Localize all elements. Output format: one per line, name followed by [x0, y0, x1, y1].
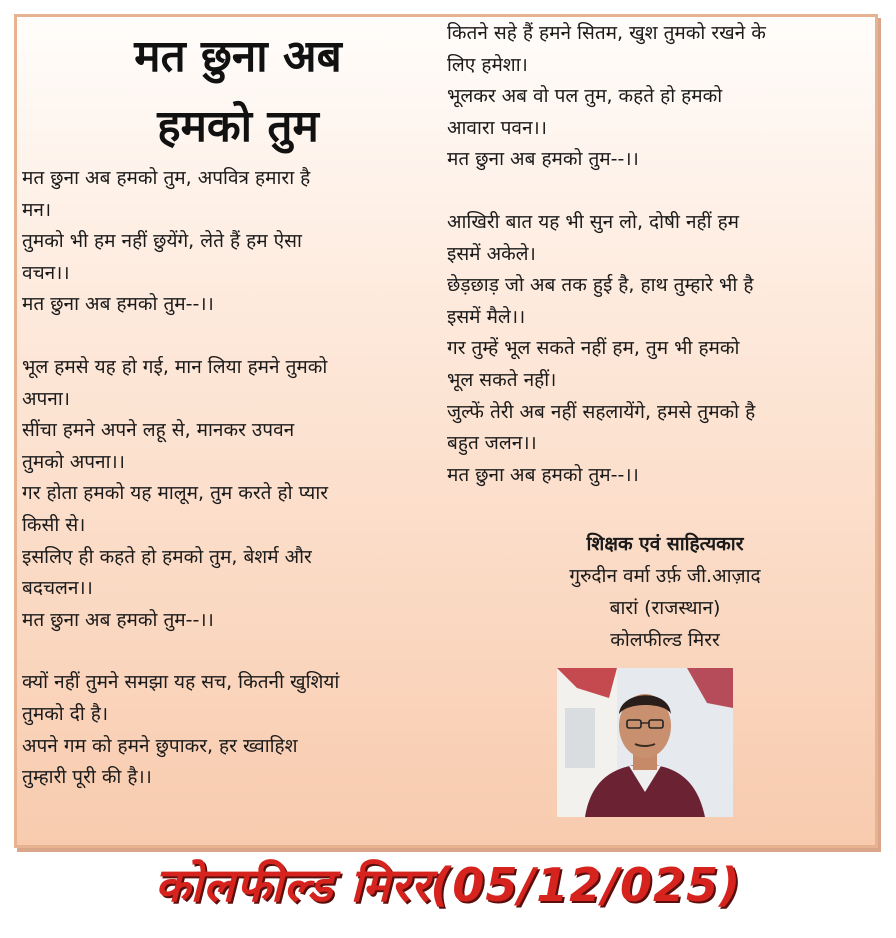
poem-line: आवारा पवन।।: [447, 116, 547, 139]
author-role: शिक्षक एवं साहित्यकार: [586, 533, 744, 555]
poem-line: मन।: [22, 198, 52, 221]
poem-line: आखिरी बात यह भी सुन लो, दोषी नहीं हम: [447, 210, 740, 233]
poem-line: मत छुना अब हमको तुम--।।: [447, 463, 639, 486]
poem-line: गर तुम्हें भूल सकते नहीं हम, तुम भी हमको: [447, 337, 740, 360]
stanza-gap: [22, 321, 432, 352]
poem-line: बदचलन।।: [22, 577, 93, 600]
poem-line: क्यों नहीं तुमने समझा यह सच, कितनी खुशियां: [22, 671, 340, 694]
poem-line: लिए हमेशा।: [447, 53, 528, 76]
poem-line: अपना।: [22, 387, 70, 410]
author-photo: [557, 668, 733, 817]
poem-line: किसी से।: [22, 513, 86, 536]
poem-line: इसमें अकेले।: [447, 242, 536, 265]
poem-line: छेड़छाड़ जो अब तक हुई है, हाथ तुम्हारे भी है: [447, 274, 754, 297]
poem-line: मत छुना अब हमको तुम--।।: [447, 148, 639, 171]
poem-line: कितने सहे हैं हमने सितम, खुश तुमको रखने के: [447, 22, 766, 44]
footer-banner: कोलफील्ड मिरर(05/12/025): [154, 858, 742, 912]
poem-line: इसलिए ही कहते हो हमको तुम, बेशर्म और: [22, 545, 312, 568]
stanza-gap: [447, 176, 857, 207]
poem-line: मत छुना अब हमको तुम, अपवित्र हमारा है: [22, 167, 311, 189]
poem-line: तुमको दी है।: [22, 702, 109, 725]
poem-line: मत छुना अब हमको तुम--।।: [22, 608, 214, 631]
publication-name: कोलफील्ड मिरर: [610, 629, 720, 651]
title-line-2: हमको तुम: [157, 101, 319, 152]
poem-line: तुम्हारी पूरी की है।।: [22, 766, 152, 789]
stanza-gap: [22, 636, 432, 667]
author-portrait-image: [557, 668, 733, 817]
poem-right-column: [447, 18, 857, 491]
poem-line: गर होता हमको यह मालूम, तुम करते हो प्यार: [22, 482, 329, 505]
poem-title: [28, 22, 448, 162]
author-signature: [500, 528, 830, 656]
poem-line: जुल्फें तेरी अब नहीं सहलायेंगे, हमसे तुमको है: [447, 400, 756, 423]
author-place: बारां (राजस्थान): [609, 597, 721, 619]
poem-line: भूल सकते नहीं।: [447, 368, 557, 391]
poem-line: तुमको अपना।।: [22, 450, 125, 473]
poem-line: भूल हमसे यह हो गई, मान लिया हमने तुमको: [22, 355, 328, 378]
poem-line: बहुत जलन।।: [447, 432, 537, 455]
title-line-1: मत छुना अब: [134, 31, 342, 82]
poem-line: सींचा हमने अपने लहू से, मानकर उपवन: [22, 419, 295, 442]
poem-line: वचन।।: [22, 261, 70, 284]
poem-line: भूलकर अब वो पल तुम, कहते हो हमको: [447, 85, 723, 108]
poem-left-column: [22, 163, 432, 794]
poem-line: तुमको भी हम नहीं छुयेंगे, लेते हैं हम ऐसा: [22, 230, 302, 253]
poem-line: मत छुना अब हमको तुम--।।: [22, 293, 214, 316]
poem-line: इसमें मैले।।: [447, 305, 526, 328]
poem-line: अपने गम को हमने छुपाकर, हर ख्वाहिश: [22, 734, 298, 757]
author-name: गुरुदीन वर्मा उर्फ़ जी.आज़ाद: [569, 565, 761, 587]
